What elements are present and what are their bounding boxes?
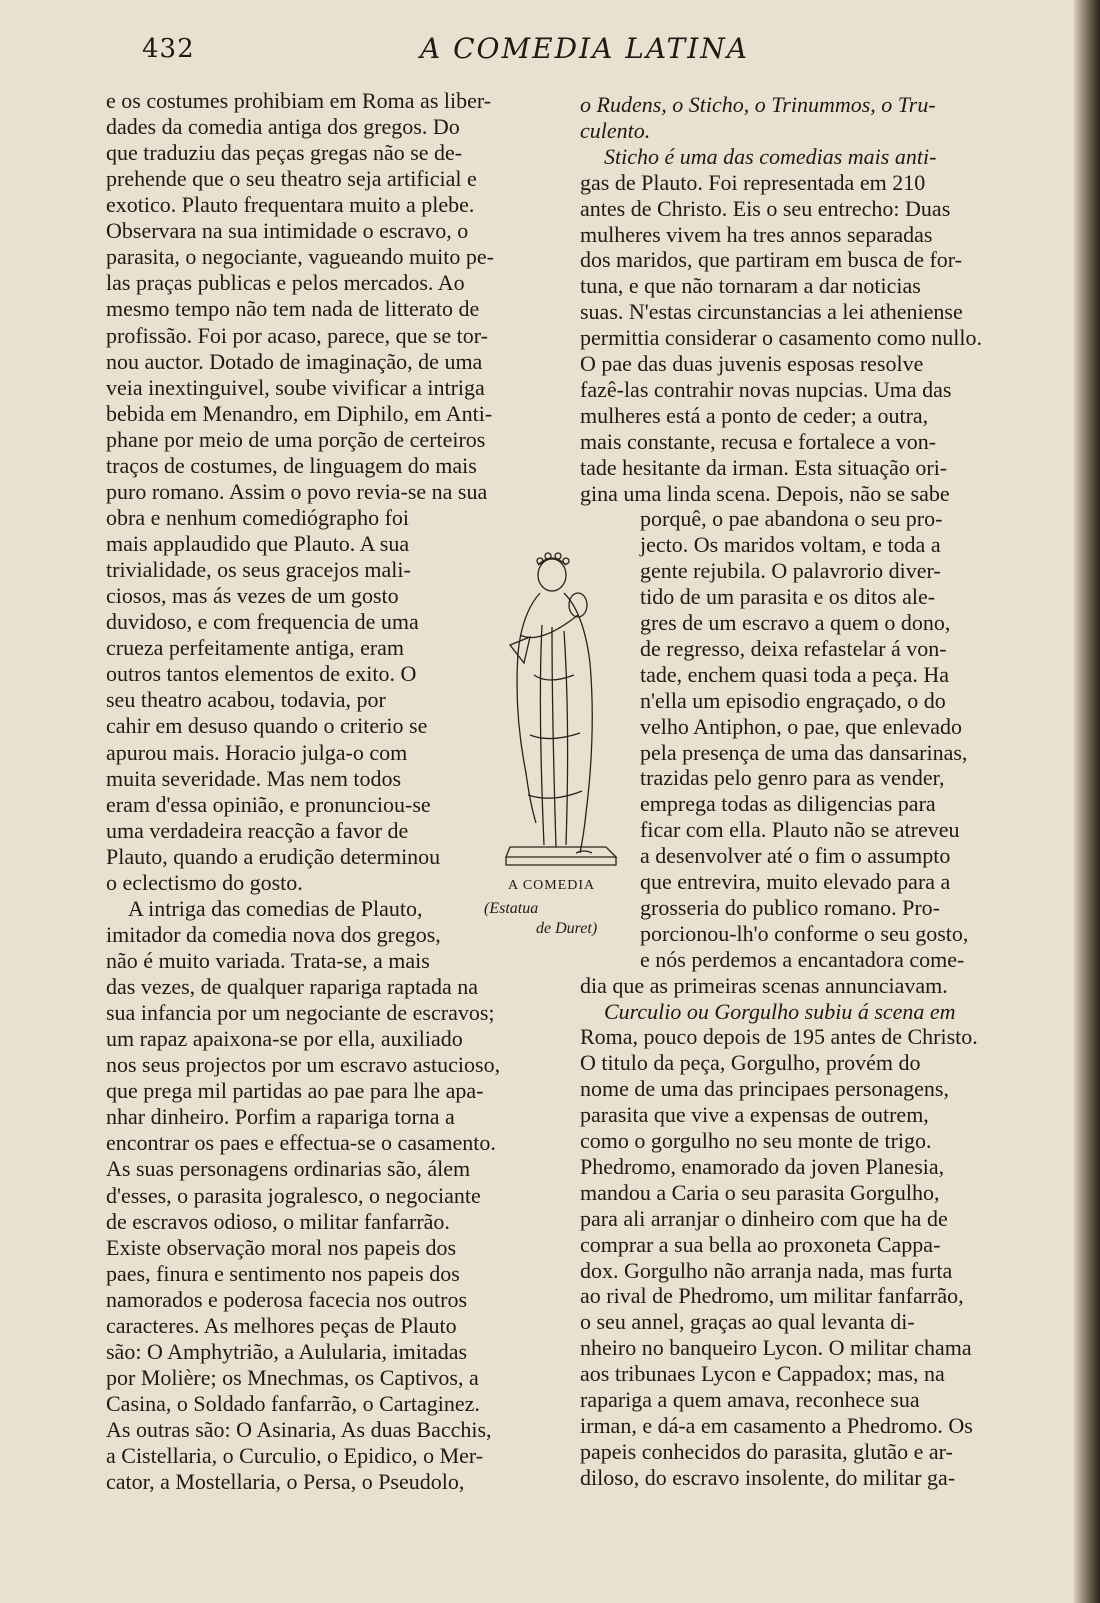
right-column-line: tido de um parasita e os ditos ale- [640,584,936,610]
figure-caption-line1: (Estatua [484,900,539,917]
right-column-line: o seu annel, graças ao qual levanta di- [580,1309,915,1335]
right-column-line: tuna, e que não tornaram a dar noticias [580,273,921,299]
left-column-line: imitador da comedia nova dos gregos, [106,921,441,947]
right-column-line: papeis conhecidos do parasita, glutão e ar- [580,1438,953,1464]
right-column-line: gina uma linda scena. Depois, não se sabe [580,480,950,506]
left-column-line: e os costumes prohibiam em Roma as liber- [106,88,492,113]
left-column-line: duvidoso, e com frequencia de uma [106,609,419,635]
left-column-line: ciosos, mas ás vezes de um gosto [106,583,399,609]
right-column-line: Curculio ou Gorgulho subiu á scena em [604,998,956,1024]
left-column-line: Casina, o Soldado fanfarrão, o Cartaginez. [106,1391,480,1416]
right-column-line: nome de uma das principaes personagens, [580,1076,949,1102]
right-column-line: o Rudens, o Sticho, o Trinummos, o Tru- [580,92,936,117]
right-column-line: e nós perdemos a encantadora come- [640,946,965,972]
right-column-line: gas de Plauto. Foi representada em 210 [580,169,926,195]
right-column-line: rapariga a quem amava, reconhece sua [580,1387,920,1412]
right-column-line: porcionou-lh'o conforme o seu gosto, [640,920,969,946]
right-column-line: tade, enchem quasi toda a peça. Ha [640,661,950,687]
left-column-line: bebida em Menandro, em Diphilo, em Anti- [106,400,493,426]
right-column-line: que entrevira, muito elevado para a [640,869,951,894]
left-column-line: muita severidade. Mas nem todos [106,765,402,791]
left-column-line: uma verdadeira reacção a favor de [106,817,409,843]
left-column-line: que traduziu das peças gregas não se de- [106,140,463,166]
right-column-line: dox. Gorgulho não arranja nada, mas furta [580,1257,953,1283]
left-column-line: namorados e poderosa facecia nos outros [106,1286,468,1312]
right-column-line: mulheres vivem ha tres annos separadas [580,221,933,247]
right-column-line: tade hesitante da irman. Esta situação ori- [580,454,948,480]
left-column-line: seu theatro acabou, todavia, por [106,687,386,713]
right-column-line: Roma, pouco depois de 195 antes de Christo. [580,1024,978,1050]
left-column-line: dades da comedia antiga dos gregos. Do [106,114,460,140]
left-column-line: das vezes, de qualquer rapariga raptada na [106,974,478,1000]
right-column-line: dos maridos, que partiram em busca de for- [580,247,962,273]
right-column-line: nheiro no banqueiro Lycon. O militar chama [580,1335,972,1361]
right-column-line: Sticho é uma das comedias mais anti- [604,143,937,169]
left-column-line: nhar dinheiro. Porfim a rapariga torna a [106,1104,455,1130]
right-column-line: dia que as primeiras scenas annunciavam. [580,972,948,998]
right-column-line: para ali arranjar o dinheiro com que ha de [580,1205,948,1231]
left-column-line: puro romano. Assim o povo revia-se na sua [106,478,488,504]
left-column-line: sua infancia por um negociante de escravos; [106,1000,495,1026]
right-column-line: irman, e dá-a em casamento a Phedromo. Os [580,1412,973,1438]
right-column-line: mais constante, recusa e fortalece a von- [580,428,937,454]
right-column-line: pela presença de uma das dansarinas, [640,739,968,765]
left-column-line: las praças publicas e pelos mercados. Ao [106,270,465,296]
left-column-line: veia inextinguivel, soube vivificar a intriga [106,374,485,400]
left-column-line: profissão. Foi por acaso, parece, que se tor- [106,322,488,348]
left-column-line: nos seus projectos por um escravo astucioso, [106,1052,501,1078]
right-column-line: mandou a Caria o seu parasita Gorgulho, [580,1179,940,1205]
left-column-line: são: O Amphytrião, a Aulularia, imitadas [106,1338,468,1364]
left-column-line: obra e nenhum comediógrapho foi [106,504,410,530]
right-column-line: ficar com ella. Plauto não se atreveu [640,817,960,843]
left-column-line: a Cistellaria, o Curculio, o Epidico, o Mer- [106,1443,484,1469]
statue-illustration [480,535,630,885]
right-column-line: Phedromo, enamorado da joven Planesia, [580,1153,945,1179]
left-column-line: não é muito variada. Trata-se, a mais [106,947,430,973]
right-column-line: gres de um escravo a quem o dono, [640,610,951,635]
left-column-line: que prega mil partidas ao pae para lhe apa- [106,1078,484,1104]
right-column-line: mulheres está a ponto de ceder; a outra, [580,402,929,428]
left-column-line: trivialidade, os seus gracejos mali- [106,557,411,583]
right-column-line: gente rejubila. O palavrorio diver- [640,558,941,584]
left-column-line: As suas personagens ordinarias são, álem [106,1156,471,1182]
left-column-line: nou auctor. Dotado de imaginação, de uma [106,348,483,374]
left-column-line: phane por meio de uma porção de certeiros [106,426,486,452]
left-column-line: Existe observação moral nos papeis dos [106,1234,457,1260]
right-column-line: grosseria do publico romano. Pro- [640,894,940,920]
figure-caption-line2: de Duret) [536,920,598,937]
right-column-line: O titulo da peça, Gorgulho, provém do [580,1050,921,1076]
right-column-line: O pae das duas juvenis esposas resolve [580,351,924,376]
right-column-line: de regresso, deixa refastelar á von- [640,635,947,661]
left-column-line: d'esses, o parasita jogralesco, o negociante [106,1182,481,1208]
right-column-line: velho Antiphon, o pae, que enlevado [640,713,962,739]
left-column-line: um rapaz apaixona-se por ella, auxiliado [106,1026,463,1052]
right-column-line: comprar a sua bella ao proxoneta Cappa- [580,1231,941,1257]
right-column-line: suas. N'estas circunstancias a lei atheniense [580,299,963,325]
right-column-line: permittia considerar o casamento como nullo. [580,325,982,351]
left-column-line: Observara na sua intimidade o escravo, o [106,218,469,244]
right-column-line: parasita que vive a expensas de outrem, [580,1102,929,1128]
left-column-line: prehende que o seu theatro seja artificial e [106,166,477,192]
left-column-line: crueza perfeitamente antiga, eram [106,635,405,661]
left-column-line: por Molière; os Mnechmas, os Captivos, a [106,1364,479,1390]
left-column-line: mesmo tempo não tem nada de litterato de [106,296,480,322]
right-column-line: n'ella um episodio engraçado, o do [640,687,946,713]
right-column-line: porquê, o pae abandona o seu pro- [640,506,943,532]
right-column-line: aos tribunaes Lycon e Cappadox; mas, na [580,1361,945,1387]
figure-caption-title: A COMEDIA [508,878,596,893]
left-column-line: eram d'essa opinião, e pronunciou-se [106,791,431,817]
left-column-line: encontrar os paes e effectua-se o casamento. [106,1130,496,1156]
left-column-line: As outras são: O Asinaria, As duas Bacchis, [106,1417,492,1443]
left-column-line: Plauto, quando a erudição determinou [106,843,441,869]
right-column-line: fazê-las contrahir novas nupcias. Uma das [580,376,952,402]
right-column-line: como o gorgulho no seu monte de trigo. [580,1128,932,1153]
left-column-line: de escravos odioso, o militar fanfarrão. [106,1208,450,1234]
right-column-line: culento. [580,117,651,143]
page-number: 432 [142,34,195,64]
running-title: A COMEDIA LATINA [420,32,749,65]
left-column-line: exotico. Plauto frequentara muito a plebe. [106,192,475,218]
right-column-line: trazidas pelo genro para as vender, [640,765,945,791]
right-column-line: ao rival de Phedromo, um militar fanfarrão, [580,1283,964,1309]
left-column-line: cator, a Mostellaria, o Persa, o Pseudolo, [106,1469,465,1495]
left-column-line: apurou mais. Horacio julga-o com [106,739,408,765]
left-column-line: outros tantos elementos de exito. O [106,661,417,687]
right-column-line: diloso, do escravo insolente, do militar ga- [580,1464,956,1490]
right-column-line: jecto. Os maridos voltam, e toda a [640,532,941,558]
left-column-line: traços de costumes, de linguagem do mais [106,452,477,478]
left-column-line: A intriga das comedias de Plauto, [128,895,423,921]
left-column-line: mais applaudido que Plauto. A sua [106,531,410,557]
left-column-line: caracteres. As melhores peças de Plauto [106,1312,457,1338]
left-column-line: o eclectismo do gosto. [106,869,303,895]
left-column-line: paes, finura e sentimento nos papeis dos [106,1260,460,1286]
left-column-line: cahir em desuso quando o criterio se [106,713,428,739]
left-column-line: parasita, o negociante, vagueando muito pe- [106,244,494,270]
book-edge-shadow [1074,0,1100,1603]
right-column-line: a desenvolver até o fim o assumpto [640,843,951,869]
right-column-line: emprega todas as diligencias para [640,791,936,817]
right-column-line: antes de Christo. Eis o seu entrecho: Duas [580,195,951,221]
